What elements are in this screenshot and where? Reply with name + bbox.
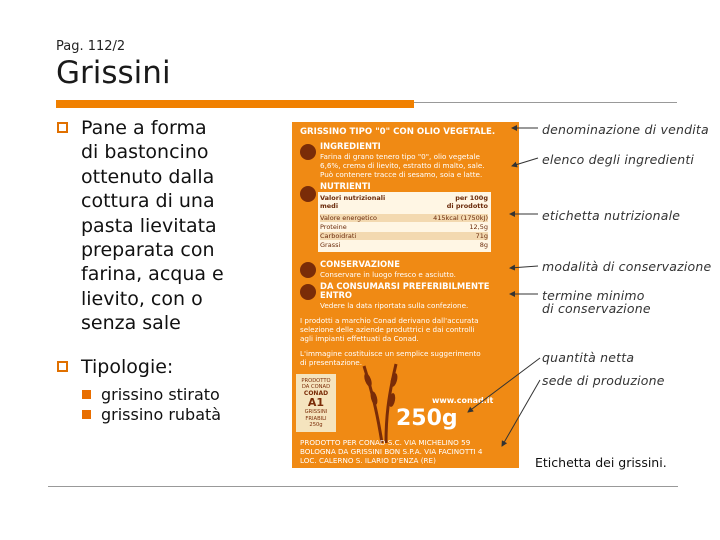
conad-line: agli impianti effettuati da Conad. <box>300 334 419 343</box>
bullet-line: preparata con <box>81 239 215 262</box>
producer-line: PRODOTTO PER CONAD S.C. VIA MICHELINO 59 <box>300 438 471 447</box>
sub-bullet-text: grissino rubatà <box>101 405 222 424</box>
table-cell-value: 415kcal (1750kJ) <box>433 214 488 222</box>
bullet-line: farina, acqua e <box>81 263 224 286</box>
footer-rule <box>48 486 678 487</box>
table-cell-value: 8g <box>479 241 488 249</box>
sub-bullet-text: grissino stirato <box>101 385 220 404</box>
image-note-line: L'immagine costituisce un semplice suggerimento <box>300 349 481 358</box>
bullet-line: Pane a forma <box>81 117 207 139</box>
seal-line: GRISSINI <box>304 409 328 416</box>
annotation-storage-method: modalità di conservazione <box>542 259 712 274</box>
slide-title: Grissini <box>56 55 171 91</box>
image-note-line: di presentazione. <box>300 358 362 367</box>
bullet-line: di bastoncino <box>81 141 209 164</box>
table-head-left: medi <box>320 202 339 210</box>
annotation-min-term: di conservazione <box>542 301 651 316</box>
table-cell-name: Valore energetico <box>320 214 378 222</box>
producer-line: BOLOGNA DA GRISSINI BON S.P.A. VIA FACINOTTI 4 <box>300 447 483 456</box>
figure-caption: Etichetta dei grissini. <box>535 455 667 470</box>
bullet-text-types: Tipologie: <box>81 356 174 378</box>
storage-title: CONSERVAZIONE <box>320 259 400 269</box>
expiry-title: ENTRO <box>320 290 353 300</box>
bullet-line: lievito, con o <box>81 287 203 310</box>
expiry-title: DA CONSUMARSI PREFERIBILMENTE <box>320 281 490 291</box>
seal-line: 250g <box>309 422 323 429</box>
annotation-min-term: termine minimo <box>542 288 645 303</box>
table-cell-name: Carboidrati <box>320 232 357 240</box>
seal-line: PRODOTTO <box>301 378 331 384</box>
ingredients-line: Farina di grano tenero tipo "0", olio vegetale <box>320 152 480 161</box>
page-number: Pag. 112/2 <box>56 39 126 54</box>
seal-line: A1 <box>307 396 325 410</box>
bullet-line: pasta lievitata <box>81 214 217 237</box>
seal-line: DA CONAD <box>301 384 331 391</box>
label-product-name: GRISSINO TIPO "0" CON OLIO VEGETALE. <box>300 127 496 137</box>
expiry-text: Vedere la data riportata sulla confezione. <box>320 301 469 310</box>
table-head-right: di prodotto <box>446 202 488 210</box>
table-head-right: per 100g <box>455 194 488 202</box>
ingredients-line: Può contenere tracce di sesamo, soia e latte. <box>320 170 483 179</box>
seal-line: CONAD <box>303 389 329 397</box>
annotation-production-site: sede di produzione <box>542 373 665 388</box>
ingredients-line: 6,6%, crema di lievito, estratto di malto, sale. <box>320 161 485 170</box>
nutrients-title: NUTRIENTI <box>320 181 371 191</box>
annotation-ingredients-list: elenco degli ingredienti <box>542 152 695 167</box>
storage-text: Conservare in luogo fresco e asciutto. <box>320 270 456 279</box>
producer-line: LOC. CALERNO S. ILARIO D'ENZA (RE) <box>300 456 436 465</box>
ingredients-title: INGREDIENTI <box>320 141 381 151</box>
seal-line: FRIABILI <box>305 415 327 422</box>
annotation-net-quantity: quantità netta <box>542 350 635 365</box>
website: www.conad.it <box>432 396 494 405</box>
net-weight: 250g <box>396 406 458 431</box>
table-cell-value: 12,5g <box>469 223 488 231</box>
annotation-sales-name: denominazione di vendita <box>542 122 709 137</box>
bullet-line: senza sale <box>81 312 181 335</box>
conad-line: I prodotti a marchio Conad derivano dall'accurata <box>300 316 479 325</box>
conad-line: selezione delle aziende produttrici e dai controlli <box>300 325 475 334</box>
table-cell-value: 71g <box>475 232 488 240</box>
table-cell-name: Proteine <box>320 223 347 231</box>
table-cell-name: Grassi <box>320 241 341 249</box>
bullet-line: ottenuto dalla <box>81 165 215 188</box>
table-head-left: Valori nutrizionali <box>320 194 386 202</box>
bullet-line: cottura di una <box>81 190 215 213</box>
annotation-nutrition-label: etichetta nutrizionale <box>542 208 681 223</box>
